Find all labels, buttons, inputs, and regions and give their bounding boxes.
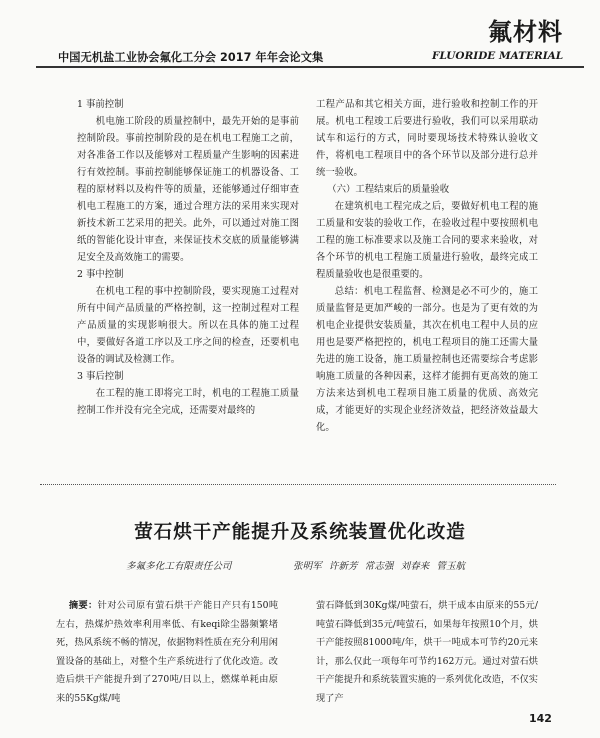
right-column xyxy=(316,96,538,436)
paragraph: 在机电工程的事中控制阶段，要实现施工过程对所有中间产品质量的严格控制，这一控制过程对工程产品质量的实现影响很大。所以在具体的施工过程中，要做好各道工序以及工序之间的检查，还要机电设备的调试及检测工作。 xyxy=(77,286,299,365)
abstract-right xyxy=(316,597,538,709)
running-header xyxy=(0,0,600,78)
paragraph: 机电施工阶段的质量控制中，最先开始的是事前控制阶段。事前控制阶段的是在机电工程施工之前，对各准备工作以及能够对工程质量产生影响的因素进行有效控制。事前控制能够保证施工的机器设备、工程的原材料以及构件等的质量，还能够通过仔细审查机电工程施工的方案，通过合理方法的采用来实现对新技术新工艺采用的把关。此外，可以通过对施工图纸的智能化设计审查，来保证技术交底的质量能够满足安全及高效施工的需要。 xyxy=(77,116,299,263)
article-divider xyxy=(40,484,556,485)
author-list: 张明军 许新芳 常志强 刘春来 管玉航 xyxy=(293,561,466,572)
summary-label: 总结： xyxy=(334,286,364,297)
section-heading: （六）工程结束后的质量验收 xyxy=(327,184,450,195)
summary-paragraph xyxy=(316,283,538,436)
section-heading: 2 事中控制 xyxy=(77,269,124,280)
left-column xyxy=(77,96,299,419)
abstract-text-left: 针对公司原有萤石烘干产能日产只有150吨左右，热煤炉热效率利用率低、有keqi除尘器频繁堵死，热风系统不畅的情况，依据物料性质在充分利用闲置设备的基础上，对整个生产系统进行了优化改造。改造后烘干产能提升到了270吨/日以上，燃煤单耗由原来的55Kg煤/吨 xyxy=(56,600,279,704)
paragraph: 在工程的施工即将完工时，机电的工程施工质量控制工作并没有完全完成，还需要对最终的 xyxy=(77,388,299,416)
article-title: 萤石烘干产能提升及系统装置优化改造 xyxy=(134,522,466,543)
section-heading: 1 事前控制 xyxy=(77,99,124,110)
journal-logo-cn: 氟材料 xyxy=(488,17,563,46)
author-affiliation: 多氟多化工有限责任公司 xyxy=(126,561,232,572)
abstract-label: 摘要： xyxy=(68,600,98,611)
journal-logo-en: FLUORIDE MATERIAL xyxy=(432,50,564,62)
header-rule xyxy=(36,66,584,68)
summary-text: 机电工程监督、检测是必不可少的，施工质量监督是更加严峻的一部分。也是为了更有效的为机电企业提供安装质量，其次在机电工程中人员的应用也是要严格把控的，机电工程项目的施工还需大量先进的施工设备，施工质量控制也还需要综合考虑影响施工质量的各种因素，这样才能拥有更高效的施工方法来达到机电工程项目施工质量的优质、高效完成，才能更好的实现企业经济效益，把经济效益最大化。 xyxy=(316,286,538,433)
paragraph: 在建筑机电工程完成之后，要做好机电工程的施工质量和安装的验收工作，在验收过程中要按照机电工程的施工标准要求以及施工合同的要求来验收，对各个环节的机电工程施工质量进行验收，最终完成工程质量验收也是很重要的。 xyxy=(316,201,538,280)
paragraph-continued: 工程产品和其它相关方面，进行验收和控制工作的开展。机电工程竣工后要进行验收，我们可以采用联动试车和运行的方式，同时要现场技术特殊认验收文件，将机电工程项目中的各个环节以及部分进行总并统一验收。 xyxy=(316,99,538,178)
proceedings-title: 中国无机盐工业协会氟化工分会 2017 年年会论文集 xyxy=(58,51,324,64)
page-number: 142 xyxy=(529,712,552,725)
abstract-left xyxy=(56,597,278,709)
abstract-paragraph xyxy=(56,597,278,709)
section-heading: 3 事后控制 xyxy=(77,371,124,382)
abstract-text-right: 萤石降低到30Kg煤/吨萤石，烘干成本由原来的55元/吨萤石降低到35元/吨萤石，如果每年按照10个月，烘干产能按照81000吨/年，烘干一吨成本可节约20元来计，那么仅此一项每年可节约162万元。通过对萤石烘干产能提升和系统装置实施的一系列优化改造，不仅实现了产 xyxy=(316,600,538,704)
